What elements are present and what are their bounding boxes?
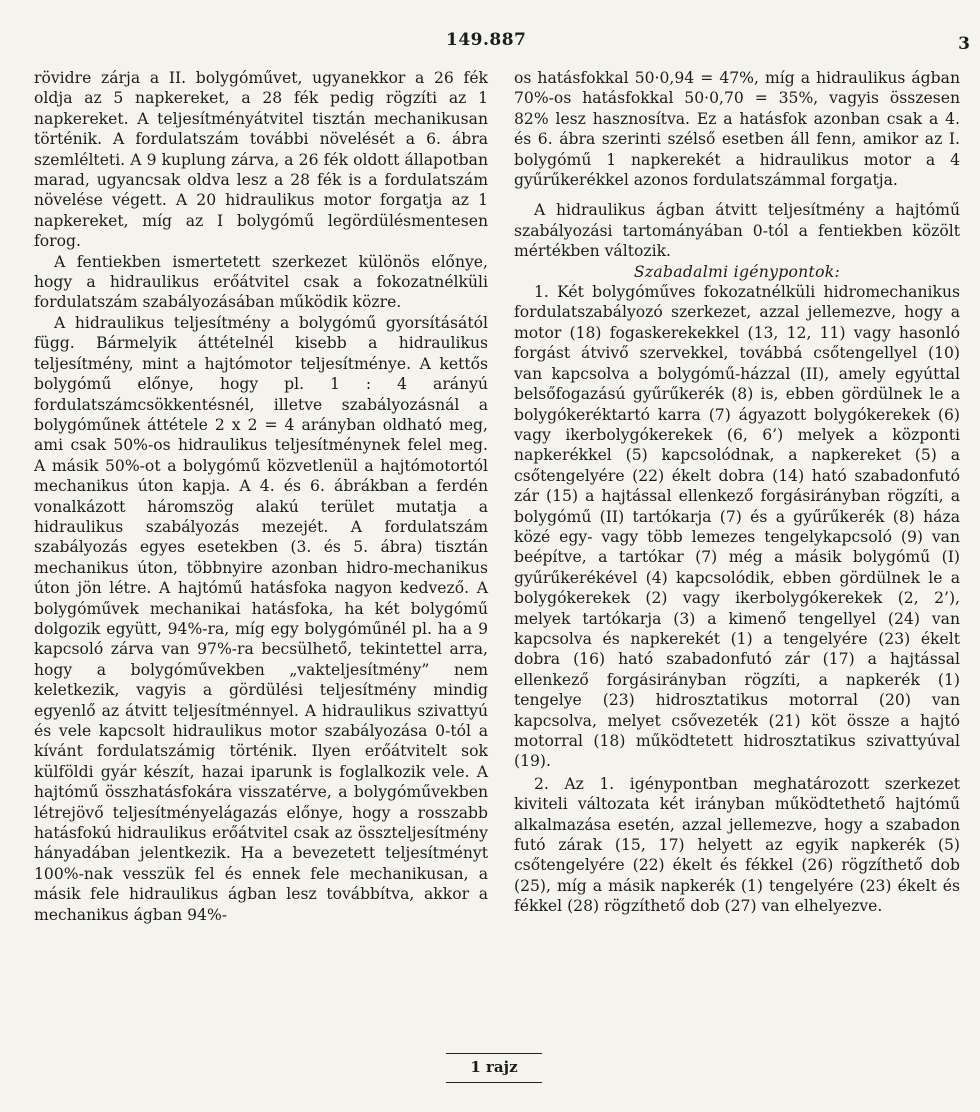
patent-number: 149.887 <box>446 30 527 50</box>
footer-divider-top <box>446 1053 542 1054</box>
right-column <box>514 68 960 919</box>
footer-divider-bottom <box>446 1082 542 1083</box>
claim-paragraph: 1. Két bolygóműves fokozatnélküli hidromechanikus fordulatszabályozó szerkezet, azzal jellemezve, hogy a motor (18) fogaskerekekkel (13, 12, 11) vagy hasonló forgást átvivő szervekkel, továbbá csőtengellyel (10) van kapcsolva a bolygómű-házzal (II), amely egyúttal belsőfogazású gyűrűkerék (8) is, ebben gördülnek le a bolygókeréktartó karra (7) ágyazott bolygókerekek (6) vagy ikerbolygókerekek (6, 6’) melyek a központi napkerékkel (5) kapcsolódnak, a napkereket (5) a csőtengelyére (22) ékelt dobra (14) ható szabadonfutó zár (15) a hajtással ellenkező forgásirányban rögzíti, a bolygómű (II) tartókarja (7) és a gyűrűkerék (8) háza közé egy- vagy több lemezes tengelykapcsoló (9) van beépítve, a tartókar (7) még a másik bolygómű (I) gyűrűkerékével (4) kapcsolódik, ebben gördülnek le a bolygókerekek (2) vagy ikerbolygókerekek (2, 2’), melyek tartókarja (3) a kimenő tengellyel (24) van kapcsolva és napkerekét (1) a tengelyére (23) ékelt dobra (16) ható szabadonfutó zár (17) a hajtással ellenkező forgásirányban rögzíti, a napkerék (1) tengelye (23) hidrosztatikus motorral (20) van kapcsolva, melyet csővezeték (21) köt össze a hajtó motorral (18) működtetett hidrosztatikus szivattyúval (19). <box>514 283 960 771</box>
body-paragraph: A hidraulikus teljesítmény a bolygómű gyorsításától függ. Bármelyik áttételnél kisebb a hidraulikus teljesítmény, mint a hajtómotor teljesítménye. A kettős bolygómű előnye, hogy pl. 1 : 4 arányú fordulatszámcsökkentésnél, illetve szabályozásnál a bolygóműnek áttétele 2 x 2 = 4 arányban oldható meg, ami csak 50%-os hidraulikus teljesítménynek felel meg. A másik 50%-ot a bolygómű közvetlenül a hajtómotortól mechanikus úton kapja. A 4. és 6. ábrákban a ferdén vonalkázott háromszög alakú terület mutatja a hidraulikus szabályozás mezejét. A fordulatszám szabályozás egyes esetekben (3. és 5. ábra) tisztán mechanikus úton, többnyire azonban hidro-mechanikus úton jön létre. A hajtómű hatásfoka nagyon kedvező. A bolygóművek mechanikai hatásfoka, ha két bolygómű dolgozik együtt, 94%-ra, míg egy bolygóműnél pl. ha a 9 kapcsoló zárva van 97%-ra becsülhető, tekintettel arra, hogy a bolygóművekben „vakteljesítmény” nem keletkezik, vagyis a gördülési teljesítmény mindig egyenlő az átvitt teljesítménnyel. A hidraulikus szivattyú és vele kapcsolt hidraulikus motor szabályozása 0-tól a kívánt fordulatszámig történik. Ilyen erőátvitelt sok külföldi gyár készít, hazai iparunk is foglalkozik vele. A hajtómű összhatásfokára visszatérve, a bolygóművekben létrejövő teljesítményelágazás előnye, hogy a rosszabb hatásfokú hidraulikus erőátvitel csak az összteljesítmény hányadában jelentkezik. Ha a bevezetett teljesítményt 100%-nak vesszük fel és ennek fele mechanikusan, a másik fele hidraulikus ágban lesz továbbítva, akkor a mechanikus ágban 94%- <box>34 313 488 924</box>
body-paragraph: rövidre zárja a II. bolygóművet, ugyanekkor a 26 fék oldja az 5 napkereket, a 28 fék pedig rögzíti az 1 napkereket. A teljesítményátvitel tisztán mechanikusan történik. A fordulatszám további növelését a 6. ábra szemlélteti. A 9 kuplung zárva, a 26 fék oldott állapotban marad, ugyancsak oldva lesz a 28 fék is a fordulatszám növelése végett. A 20 hidraulikus motor forgatja az 1 napkereket, míg az I bolygómű legördülésmentesen forog. <box>34 69 488 251</box>
claim-paragraph: 2. Az 1. igénypontban meghatározott szerkezet kiviteli változata két irányban működtethető hajtómű alkalmazása esetén, azzal jellemezve, hogy a szabadon futó zárak (15, 17) helyett az egyik napkerék (5) csőtengelyére (22) ékelt és fékkel (26) rögzíthető dob (25), míg a másik napkerék (1) tengelyére (23) ékelt és fékkel (28) rögzíthető dob (27) van elhelyezve. <box>514 774 960 916</box>
body-paragraph: A hidraulikus ágban átvitt teljesítmény a hajtómű szabályozási tartományában 0-tól a fentiekben közölt mértékben változik. <box>514 201 960 261</box>
drawings-note: 1 rajz <box>470 1058 518 1076</box>
claims-heading: Szabadalmi igénypontok: <box>633 262 841 281</box>
body-paragraph: A fentiekben ismertetett szerkezet különös előnye, hogy a hidraulikus erőátvitel csak a fokozatnélküli fordulatszám szabályozásában működik közre. <box>34 252 488 312</box>
body-paragraph: os hatásfokkal 50·0,94 = 47%, míg a hidraulikus ágban 70%-os hatásfokkal 50·0,70 = 35%, vagyis összesen 82% lesz hasznosítva. Ez a hatásfok azonban csak a 4. és 6. ábra szerinti szélső esetben áll fenn, amikor az I. bolygómű 1 napkerekét a hidraulikus motor a 4 gyűrűkerékkel azonos fordulatszámmal forgatja. <box>514 69 960 190</box>
left-column <box>34 68 488 925</box>
page-number: 3 <box>958 34 970 54</box>
